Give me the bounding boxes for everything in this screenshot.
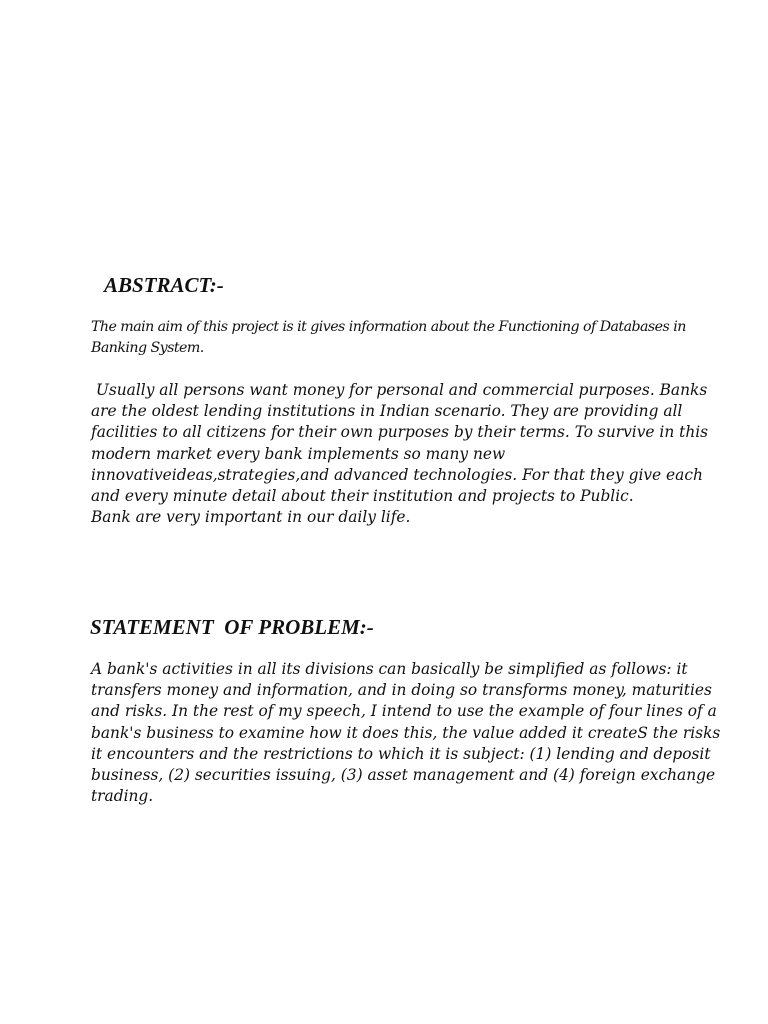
problem-statement-paragraph xyxy=(91,659,721,807)
text-line: and risks. In the rest of my speech, I intend to use the example of four lines of a xyxy=(91,702,717,721)
abstract-body-paragraph xyxy=(91,380,709,528)
text-line: facilities to all citizens for their own purposes by their terms. To survive in this xyxy=(91,423,709,442)
text-line: bank's business to examine how it does this, the value added it createS the risks xyxy=(91,723,721,742)
text-line: are the oldest lending institutions in Indian scenario. They are providing all xyxy=(91,402,683,421)
problem-statement-heading: STATEMENT OF PROBLEM:- xyxy=(90,615,374,639)
text-line: Usually all persons want money for personal and commercial purposes. Banks xyxy=(91,381,708,399)
text-line: A bank's activities in all its divisions can basically be simplified as follows: it xyxy=(91,660,688,678)
abstract-intro-paragraph xyxy=(91,317,691,359)
text-line: trading. xyxy=(91,787,154,806)
text-line: and every minute detail about their institution and projects to Public. xyxy=(91,487,634,506)
text-line: innovativeideas,strategies,and advanced technologies. For that they give each xyxy=(91,465,703,484)
text-line: business, (2) securities issuing, (3) asset management and (4) foreign exchange xyxy=(91,766,716,785)
text-line: Banking System. xyxy=(91,340,204,357)
abstract-heading: ABSTRACT:- xyxy=(104,273,224,297)
text-line: transfers money and information, and in doing so transforms money, maturities xyxy=(91,681,712,700)
text-line: The main aim of this project is it gives information about the Functioning of Databases in xyxy=(91,319,686,335)
text-line: Bank are very important in our daily life. xyxy=(91,508,411,527)
text-line: modern market every bank implements so many new xyxy=(91,444,506,463)
text-line: it encounters and the restrictions to which it is subject: (1) lending and deposit xyxy=(91,744,711,763)
